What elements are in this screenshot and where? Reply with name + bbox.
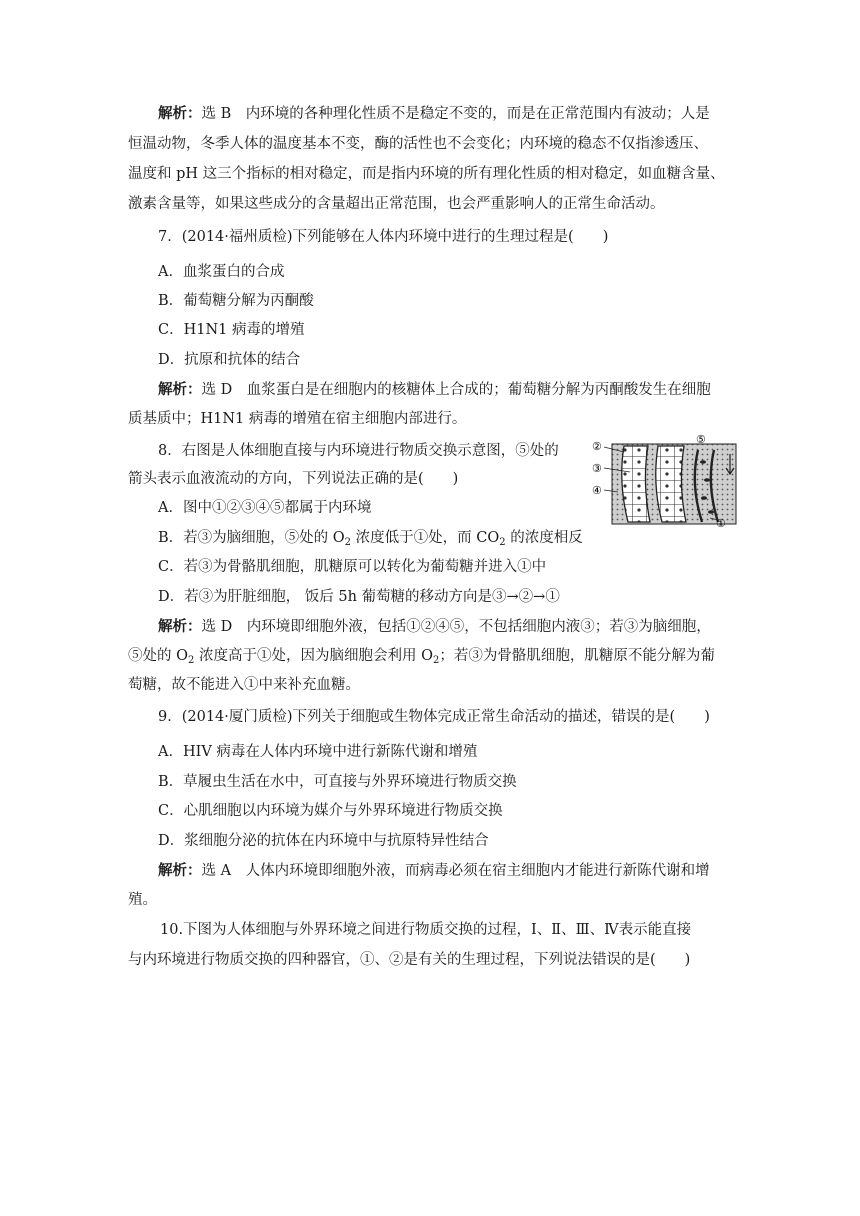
analysis-text: 选 D 内环境即细胞外液，包括①②④⑤，不包括细胞内液③；若③为脑细胞， — [201, 619, 711, 635]
figure-label-4: ④ — [592, 484, 602, 497]
q8-stem-line-2: 箭头表示血液流动的方向，下列说法正确的是( ) — [128, 471, 459, 487]
figure-label-5: ⑤ — [696, 433, 706, 446]
q7-analysis-line-2: 质基质中；H1N1 病毒的增殖在宿主细胞内部进行。 — [128, 411, 467, 427]
analysis-text: 选 D 血浆蛋白是在细胞内的核糖体上合成的；葡萄糖分解为丙酮酸发生在细胞 — [201, 382, 711, 398]
q8-option-a: A．图中①②③④⑤都属于内环境 — [158, 500, 372, 516]
q8-analysis-line-2: ⑤处的 $O_2$ 浓度高于①处，因为脑细胞会利用 $O_2$；若③为骨骼肌细胞，肌糖原不能分解为葡 — [128, 648, 715, 666]
tissue-exchange-figure — [590, 432, 740, 528]
q9-analysis-line-2: 殖。 — [128, 892, 157, 908]
q7-option-c: C．H1N1 病毒的增殖 — [158, 322, 305, 338]
q8-stem-line-1: 8．右图是人体细胞直接与内环境进行物质交换示意图，⑤处的 — [158, 443, 559, 459]
q10-stem-line-2: 与内环境进行物质交换的四种器官，①、②是有关的生理过程，下列说法错误的是( ) — [128, 952, 691, 968]
q7-option-b: B．葡萄糖分解为丙酮酸 — [158, 293, 314, 309]
analysis-label: 解析： — [158, 382, 202, 398]
q6-analysis-line-4: 激素含量等，如果这些成分的含量超出正常范围，也会严重影响人的正常生命活动。 — [128, 196, 665, 212]
q7-analysis-line-1 — [158, 380, 711, 400]
q8-option-c: C．若③为骨骼肌细胞，肌糖原可以转化为葡萄糖并进入①中 — [158, 559, 547, 575]
q6-analysis-line-1 — [158, 104, 710, 124]
q8-analysis-line-3: 萄糖，故不能进入①中来补充血糖。 — [128, 677, 360, 693]
q7-option-a: A．血浆蛋白的合成 — [158, 264, 285, 280]
q9-option-d: D．浆细胞分泌的抗体在内环境中与抗原特异性结合 — [158, 833, 489, 849]
analysis-label: 解析： — [158, 863, 202, 879]
figure-label-1: ① — [716, 517, 726, 528]
analysis-text: 选 B 内环境的各种理化性质不是稳定不变的，而是在正常范围内有波动；人是 — [201, 106, 710, 122]
figure-label-3: ③ — [592, 462, 602, 475]
q8-option-d: D．若③为肝脏细胞， 饭后 5h 葡萄糖的移动方向是③→②→① — [158, 589, 560, 605]
q9-option-b: B．草履虫生活在水中，可直接与外界环境进行物质交换 — [158, 774, 517, 790]
q7-stem: 7．(2014·福州质检)下列能够在人体内环境中进行的生理过程是( ) — [158, 229, 609, 245]
q7-option-d: D．抗原和抗体的结合 — [158, 352, 301, 368]
q9-analysis-line-1 — [158, 861, 710, 881]
q9-option-c: C．心肌细胞以内环境为媒介与外界环境进行物质交换 — [158, 803, 503, 819]
q6-analysis-line-2: 恒温动物，冬季人体的温度基本不变，酶的活性也不会变化；内环境的稳态不仅指渗透压、 — [128, 136, 708, 152]
figure-label-2: ② — [592, 440, 602, 453]
analysis-label: 解析： — [158, 619, 202, 635]
q9-option-a: A．HIV 病毒在人体内环境中进行新陈代谢和增殖 — [158, 744, 478, 760]
q6-analysis-line-3: 温度和 pH 这三个指标的相对稳定，而是指内环境的所有理化性质的相对稳定，如血糖含量、 — [128, 166, 725, 182]
analysis-text: 选 A 人体内环境即细胞外液，而病毒必须在宿主细胞内才能进行新陈代谢和增 — [201, 863, 710, 879]
q8-option-b: B．若③为脑细胞，⑤处的 $O_2$ 浓度低于①处，而 $CO_2$ 的浓度相反 — [158, 530, 583, 548]
q9-stem: 9．(2014·厦门质检)下列关于细胞或生物体完成正常生命活动的描述，错误的是( ) — [158, 709, 710, 725]
q8-analysis-line-1 — [158, 617, 711, 637]
analysis-label: 解析： — [158, 106, 202, 122]
q10-stem-line-1: 10.下图为人体细胞与外界环境之间进行物质交换的过程，Ⅰ、Ⅱ、Ⅲ、Ⅳ表示能直接 — [160, 922, 692, 938]
